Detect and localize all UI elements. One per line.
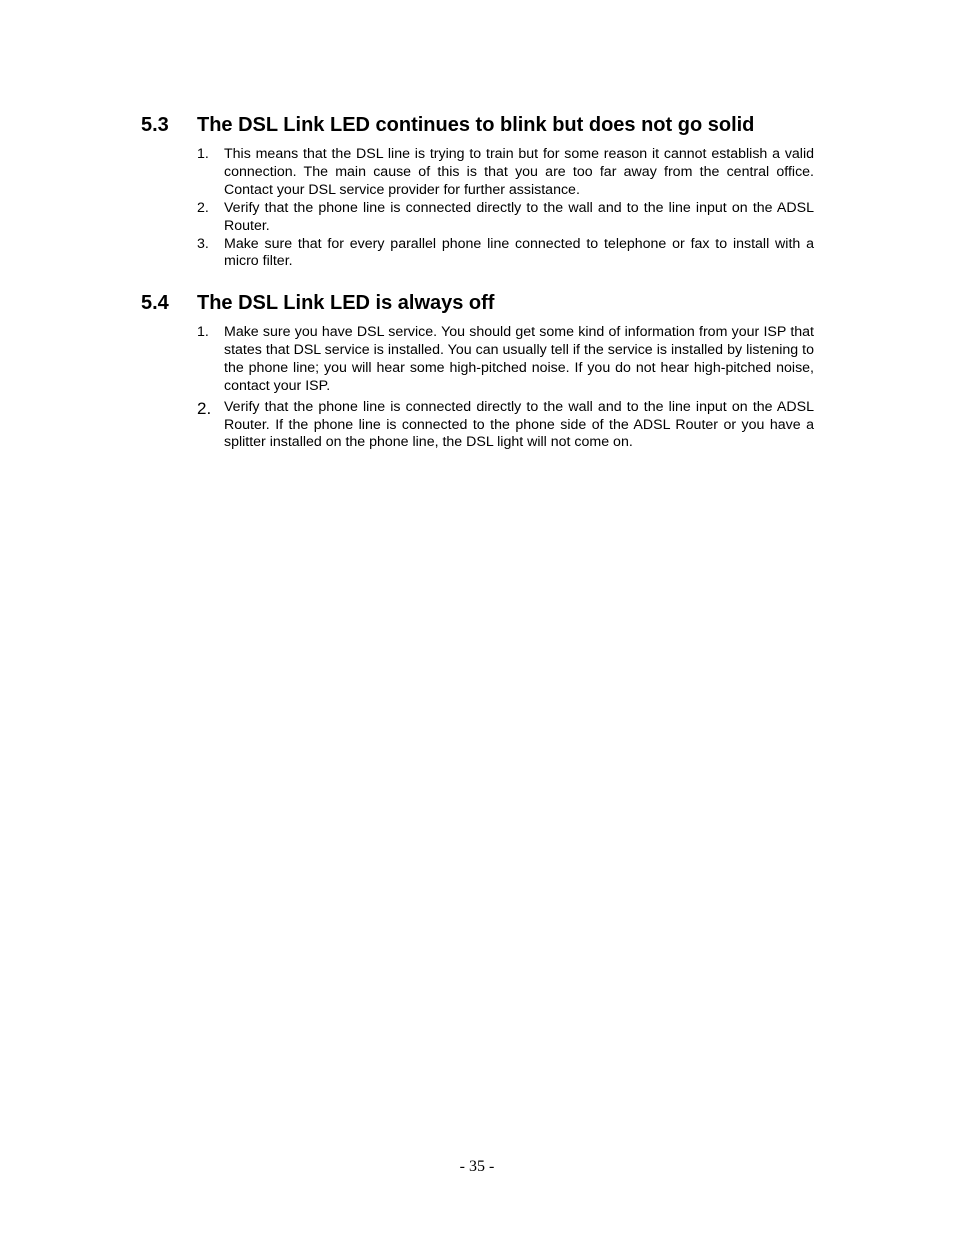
list-marker: 1. — [197, 146, 209, 162]
section-heading — [141, 290, 814, 316]
list-item-text: Verify that the phone line is connected directly to the wall and to the line input on the ADSL Router. If the phone line is connected to the phone side of the ADSL Router or you have a splitter installed on the phone line, the DSL light will not come on. — [224, 398, 814, 451]
section-5-4 — [141, 290, 814, 452]
page-number: - 35 - — [459, 1158, 495, 1175]
section-number: 5.4 — [141, 292, 169, 314]
list-item-text: Make sure that for every parallel phone line connected to telephone or fax to install with a micro filter. — [224, 235, 814, 270]
numbered-list — [141, 146, 814, 271]
section-number: 5.3 — [141, 114, 169, 136]
list-item — [141, 324, 814, 396]
section-5-3 — [141, 112, 814, 271]
list-item — [141, 236, 814, 272]
section-title: The DSL Link LED is always off — [197, 292, 495, 314]
list-marker: 2. — [197, 398, 212, 418]
section-heading — [141, 112, 814, 138]
list-marker: 3. — [197, 235, 209, 252]
list-item — [141, 200, 814, 236]
list-item-text: Verify that the phone line is connected directly to the wall and to the line input on the ADSL Router. — [224, 199, 814, 234]
list-marker: 1. — [197, 324, 209, 340]
list-item-text: This means that the DSL line is trying to train but for some reason it cannot establish a valid connection. The main cause of this is that you are too far away from the central office. Contact your DSL service provider for further assistance. — [224, 146, 814, 198]
list-marker: 2. — [197, 199, 209, 216]
list-item-text: Make sure you have DSL service. You should get some kind of information from your ISP that states that DSL service is installed. You can usually tell if the service is installed by listening to the phone line; you will hear some high-pitched noise. If you do not hear high-pitched noise, contact your ISP. — [224, 324, 814, 394]
section-title: The DSL Link LED continues to blink but does not go solid — [197, 114, 755, 136]
numbered-list — [141, 324, 814, 452]
list-item — [141, 146, 814, 200]
list-item — [141, 399, 814, 453]
